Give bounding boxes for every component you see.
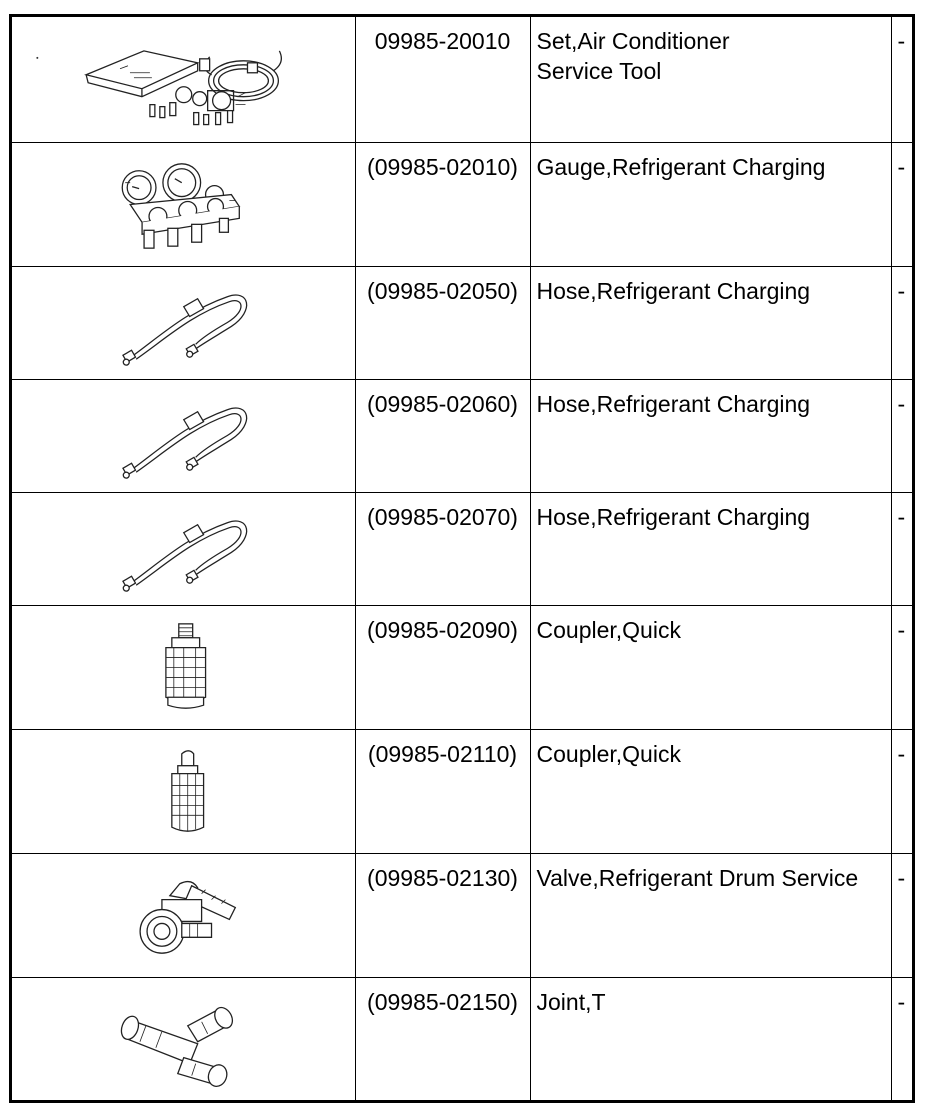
table-row — [12, 379, 912, 492]
quantity-cell — [891, 977, 912, 1101]
part-description: Hose,Refrigerant Charging — [536, 277, 811, 304]
table-row — [12, 729, 912, 853]
part-description: Coupler,Quick — [536, 740, 681, 767]
part-number-cell — [355, 17, 530, 142]
part-number-cell — [355, 379, 530, 492]
illustration-cell — [12, 17, 355, 142]
quantity-cell — [891, 266, 912, 379]
quantity-cell — [891, 492, 912, 605]
charging-hose-illustration — [12, 380, 355, 492]
description-cell — [530, 17, 891, 142]
part-number: (09985-02150) — [367, 988, 518, 1015]
part-number: 09985-20010 — [374, 28, 511, 54]
description-cell — [530, 605, 891, 729]
illustration-cell — [12, 266, 355, 379]
quantity-cell — [891, 379, 912, 492]
charging-hose-illustration — [12, 267, 355, 379]
parts-table — [9, 14, 915, 1103]
illustration-cell — [12, 379, 355, 492]
table-row — [12, 17, 912, 142]
drum-service-valve-illustration — [12, 854, 355, 977]
part-number: (09985-02130) — [367, 864, 518, 891]
description-cell — [530, 142, 891, 266]
part-number: (09985-02110) — [367, 740, 518, 767]
quantity-cell — [891, 605, 912, 729]
illustration-cell — [12, 142, 355, 266]
table-row — [12, 492, 912, 605]
part-description: Joint,T — [536, 988, 606, 1015]
illustration-cell — [12, 492, 355, 605]
quantity-cell — [891, 853, 912, 977]
description-cell — [530, 379, 891, 492]
part-number: (09985-02070) — [367, 503, 518, 530]
part-quantity: - — [897, 153, 906, 180]
quantity-cell — [891, 142, 912, 266]
table-row — [12, 977, 912, 1101]
description-cell — [530, 492, 891, 605]
part-number-cell — [355, 605, 530, 729]
part-number-cell — [355, 853, 530, 977]
part-quantity: - — [897, 277, 906, 304]
table-row — [12, 142, 912, 266]
part-quantity: - — [897, 616, 906, 643]
table-row — [12, 605, 912, 729]
part-quantity: - — [897, 740, 906, 767]
part-number-cell — [355, 729, 530, 853]
description-cell — [530, 729, 891, 853]
part-description: Set,Air Conditioner Service Tool — [536, 28, 730, 84]
illustration-cell — [12, 977, 355, 1101]
part-number-cell — [355, 977, 530, 1101]
t-joint-illustration — [12, 978, 355, 1102]
illustration-cell — [12, 605, 355, 729]
description-cell — [530, 977, 891, 1101]
part-description: Hose,Refrigerant Charging — [536, 503, 811, 530]
charging-hose-illustration — [12, 493, 355, 605]
part-description: Valve,Refrigerant Drum Service — [536, 864, 859, 891]
part-quantity: - — [897, 988, 906, 1015]
part-number: (09985-02050) — [367, 277, 518, 304]
service-tool-set-illustration — [12, 17, 355, 142]
part-number: (09985-02090) — [367, 616, 518, 643]
illustration-cell — [12, 729, 355, 853]
quick-coupler-illustration — [12, 730, 355, 853]
part-quantity: - — [897, 503, 906, 530]
description-cell — [530, 266, 891, 379]
quantity-cell — [891, 17, 912, 142]
part-number: (09985-02010) — [367, 153, 518, 180]
part-description: Hose,Refrigerant Charging — [536, 390, 811, 417]
part-quantity: - — [897, 864, 906, 891]
part-description: Coupler,Quick — [536, 616, 681, 643]
quick-coupler-illustration — [12, 606, 355, 729]
part-number-cell — [355, 266, 530, 379]
table-row — [12, 266, 912, 379]
part-number-cell — [355, 142, 530, 266]
illustration-cell — [12, 853, 355, 977]
part-quantity: - — [897, 28, 906, 54]
part-description: Gauge,Refrigerant Charging — [536, 153, 826, 180]
part-number: (09985-02060) — [367, 390, 518, 417]
part-number-cell — [355, 492, 530, 605]
part-quantity: - — [897, 390, 906, 417]
gauge-manifold-illustration — [12, 143, 355, 266]
table-row — [12, 853, 912, 977]
description-cell — [530, 853, 891, 977]
quantity-cell — [891, 729, 912, 853]
